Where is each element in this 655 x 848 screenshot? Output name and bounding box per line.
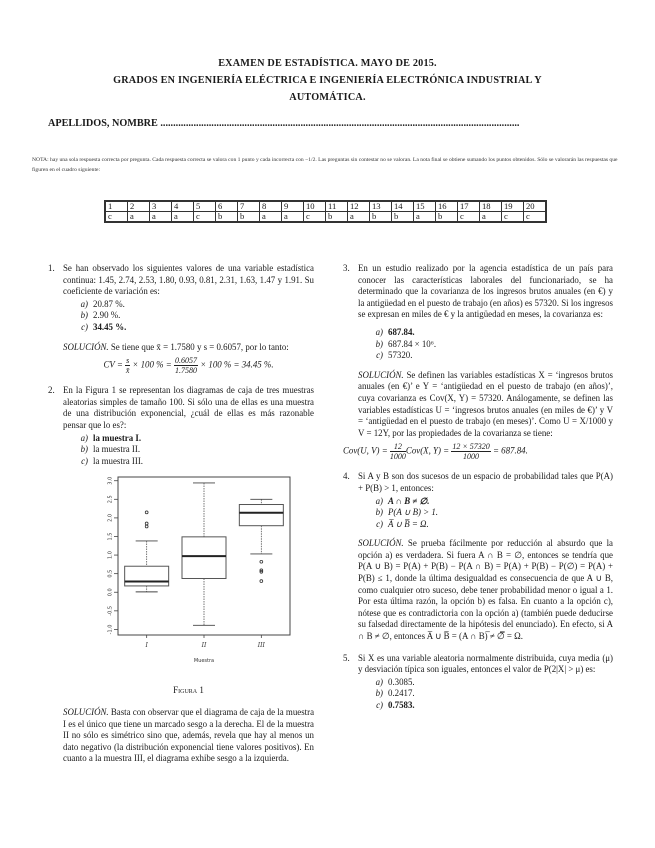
question-2: [48, 385, 314, 765]
option-b: b) la muestra II.: [80, 444, 141, 455]
solution-label: SOLUCIÓN.: [358, 369, 404, 380]
outlier-point: [145, 525, 148, 528]
outlier-point: [260, 561, 263, 564]
question-number: 4.: [343, 471, 350, 482]
answer-key-answers-row: [105, 212, 546, 223]
answer-key-answer: a: [348, 212, 370, 223]
options-list: [79, 433, 314, 468]
exam-header: [0, 55, 655, 106]
right-column: [343, 263, 613, 722]
question-text: Si X es una variable aleatoria normalmente distribuida, cuya media (μ) y desviación típica son iguales, entonces el valor de P(2|X| > μ) es:: [358, 652, 613, 675]
option-a: a) 0.3085.: [375, 676, 415, 687]
box: [239, 505, 283, 526]
question-number: 1.: [48, 263, 55, 273]
box: [182, 537, 226, 579]
solution-text: Basta con observar que el diagrama de caja de la muestra I es el único que tiene un marcado sesgo a la derecha. El de la muestra II no sólo es simétrico sino que, además, revela que hay al menos un dato negativo (la distribución exponencial tiene valores positivos). En cuanto a la muestra III, el diagrama exhibe sesgo a la izquierda.: [63, 706, 315, 764]
answer-key-answer: c: [304, 212, 326, 223]
option-a-correct: a) la muestra I.: [80, 432, 142, 443]
x-tick-label: II: [201, 642, 207, 650]
question-4: [343, 471, 613, 642]
answer-key-answer: a: [128, 212, 150, 223]
question-3: [343, 263, 613, 461]
answer-key-number: 14: [392, 201, 414, 212]
figure-caption: Figura 1: [173, 685, 204, 696]
option-c: c) 57320.: [376, 350, 413, 361]
options-list: [374, 496, 613, 531]
option-c: c) la muestra III.: [81, 455, 144, 466]
option-a: a) 20.87 %.: [80, 298, 125, 309]
answer-key-numbers-row: [105, 201, 546, 212]
question-text: Se han observado los siguientes valores de una variable estadística continua: 1.45, 2.74, 2.53, 1.80, 0.93, 0.81, 2.31, 1.63, 1.47 y 1.91. Su coeficiente de variación es:: [63, 263, 314, 297]
option-c-correct: c) 0.7583.: [376, 700, 415, 710]
question-number: 5.: [343, 652, 350, 663]
answer-key-number: 7: [238, 201, 260, 212]
answer-key-number: 10: [304, 201, 326, 212]
name-field: APELLIDOS, NOMBRE .............................................................................................................................................: [48, 118, 520, 129]
answer-key-answer: a: [282, 212, 304, 223]
solution-label: SOLUCIÓN.: [358, 538, 404, 549]
outlier-point: [260, 580, 263, 583]
answer-key-number: 11: [326, 201, 348, 212]
y-tick-label: 0.0: [107, 588, 114, 597]
answer-key-answer: b: [238, 212, 260, 223]
option-c-correct: c) 34.45 %.: [81, 321, 127, 332]
answer-key-number: 15: [414, 201, 436, 212]
solution: [63, 342, 314, 354]
boxplot-figure: [98, 473, 298, 683]
answer-key-answer: b: [436, 212, 458, 223]
x-tick-label: I: [145, 642, 148, 650]
outlier-point: [145, 522, 148, 525]
question-1: [48, 263, 314, 375]
options-list: [374, 327, 613, 362]
y-tick-label: 3.0: [107, 477, 114, 486]
y-tick-label: 2.5: [107, 495, 114, 504]
solution: [358, 370, 613, 440]
option-b: b) P(A ∪ B) > 1.: [375, 507, 439, 518]
solution: [63, 707, 314, 765]
y-tick-label: 0.5: [107, 569, 114, 578]
answer-key-answer: c: [194, 212, 216, 223]
answer-key-number: 6: [216, 201, 238, 212]
solution-text: Se prueba fácilmente por reducción al absurdo que la opción a) es verdadera. Si fuera A ∩ B = ∅, entonces se tendría que P(A ∪ B) = P(A) + P(B) − P(A ∩ B) = P(A) + P(B) − P(∅) = P(A) + P(B) ≤ 1, donde la última desigualdad es consecuencia de que A ∪ B, como cualquier otro suceso, debe tener probabilidad menor o igual a 1. Por esta última razón, la opción b) es falsa. En cuanto a la opción c), nótese que es contradictoria con la opción a) (también puede deducirse su falsedad directamente de la hipótesis del enunciado). En efecto, si A ∩ B ≠ ∅, entonces A̅ ∪ B̅ = (A ∩ B)̅ ≠ ∅̅ = Ω.: [358, 538, 614, 642]
solution-text: Se definen las variables estadísticas X = ‘ingresos brutos anuales (en €)’ e Y = ‘antigüedad en el puesto de trabajo (en años)’, cuya covarianza es Cov(X, Y) = 57320. Análogamente, se definen las variables estadísticas U = ‘ingresos brutos anuales (en miles de €)’ y V = ‘antigüedad en el puesto de trabajo (en meses)’. Como U = X/1000 y V = 12Y, por las propiedades de la covarianza se tiene:: [358, 369, 613, 438]
answer-key-answer: c: [524, 212, 547, 223]
answer-key-answer: c: [502, 212, 524, 223]
solution-label: SOLUCIÓN.: [63, 706, 109, 717]
cv-equation: CV = $\frac{s}{x̄}$ × 100 % = $\frac{0.6057}{1.7580}$ × 100 % = 34.45 %.: [103, 356, 274, 376]
options-list: [374, 677, 613, 712]
answer-key-number: 13: [370, 201, 392, 212]
header-title: EXAMEN DE ESTADÍSTICA. MAYO DE 2015.: [218, 58, 437, 69]
solution: [358, 538, 613, 642]
answer-key-number: 5: [194, 201, 216, 212]
x-tick-label: III: [257, 642, 265, 650]
solution-label: SOLUCIÓN.: [63, 341, 109, 352]
answer-key-answer: b: [370, 212, 392, 223]
answer-key-number: 20: [524, 201, 547, 212]
y-tick-label: -0.5: [107, 606, 114, 617]
option-a-correct: a) A ∩ B ≠ ∅.: [375, 495, 430, 506]
covariance-equation: Cov(U, V) = $\frac{12}{1000}$ Cov(X, Y) = $\frac{12 \times 57320}{1000}$ = 687.84.: [343, 442, 528, 462]
question-text: Si A y B son dos sucesos de un espacio de probabilidad tales que P(A) + P(B) > 1, entonces:: [358, 471, 613, 493]
answer-key-answer: a: [172, 212, 194, 223]
question-text: En un estudio realizado por la agencia estadística de un país para conocer las características laborales del funcionariado, se ha determinado que la covarianza de los ingresos brutos anuales (en €) y la antigüedad en el puesto de trabajo (en años) es 57320. Si los ingresos se expresan en miles de € y la antigüedad en meses, la covarianza es:: [358, 263, 613, 320]
y-tick-label: 1.5: [107, 532, 114, 541]
outlier-point: [145, 511, 148, 514]
header-degree-cont: AUTOMÁTICA.: [289, 92, 366, 103]
answer-key-number: 8: [260, 201, 282, 212]
option-c: c) A̅ ∪ B̅ = Ω.: [376, 518, 429, 529]
answer-key-table: [104, 200, 547, 223]
answer-key-number: 12: [348, 201, 370, 212]
answer-key-number: 19: [502, 201, 524, 212]
answer-key-answer: a: [480, 212, 502, 223]
answer-key-number: 18: [480, 201, 502, 212]
answer-key-answer: b: [392, 212, 414, 223]
solution-text: Se tiene que x̄ = 1.7580 y s = 0.6057, por lo tanto:: [110, 341, 289, 352]
answer-key-answer: b: [326, 212, 348, 223]
options-list: [79, 299, 314, 334]
question-number: 2.: [48, 385, 55, 396]
option-b: b) 687.84 × 10⁶.: [375, 338, 437, 349]
answer-key-answer: c: [105, 212, 128, 223]
answer-key-number: 4: [172, 201, 194, 212]
answer-key-answer: a: [150, 212, 172, 223]
x-axis-label: Muestra: [193, 658, 215, 665]
answer-key-answer: b: [216, 212, 238, 223]
answer-key-answer: a: [260, 212, 282, 223]
answer-key-answer: a: [414, 212, 436, 223]
option-b: b) 2.90 %.: [80, 310, 121, 321]
answer-key-number: 16: [436, 201, 458, 212]
answer-key-number: 2: [128, 201, 150, 212]
answer-key-answer: c: [458, 212, 480, 223]
answer-key-number: 1: [105, 201, 128, 212]
option-a-correct: a) 687.84.: [375, 326, 415, 337]
question-text: En la Figura 1 se representan los diagramas de caja de tres muestras aleatorias simples de tamaño 100. Si sólo una de ellas es una muestra de una distribución exponencial, ¿cuál de ellas es más razonable pensar que lo es?:: [63, 385, 314, 430]
answer-key-number: 3: [150, 201, 172, 212]
left-column: [48, 263, 314, 775]
answer-key-number: 17: [458, 201, 480, 212]
option-b: b) 0.2417.: [375, 688, 415, 699]
y-tick-label: 2.0: [107, 514, 114, 523]
exam-note: NOTA: hay una sola respuesta correcta por pregunta. Cada respuesta correcta se valora con 1 punto y cada incorrecta con −1/2. Las preguntas sin contestar no se valoran. La nota final se obtiene sumando los puntos obtenidos. Sólo se valorarán las respuestas que figuren en el cuadro siguiente:: [32, 157, 618, 173]
y-tick-label: 1.0: [107, 551, 114, 560]
boxplot-chart: [98, 473, 298, 683]
question-number: 3.: [343, 263, 350, 273]
question-5: [343, 653, 613, 712]
box: [125, 567, 169, 587]
y-tick-label: -1.0: [107, 624, 114, 635]
answer-key-number: 9: [282, 201, 304, 212]
header-degree: GRADOS EN INGENIERÍA ELÉCTRICA E INGENIERÍA ELECTRÓNICA INDUSTRIAL Y: [113, 75, 542, 86]
